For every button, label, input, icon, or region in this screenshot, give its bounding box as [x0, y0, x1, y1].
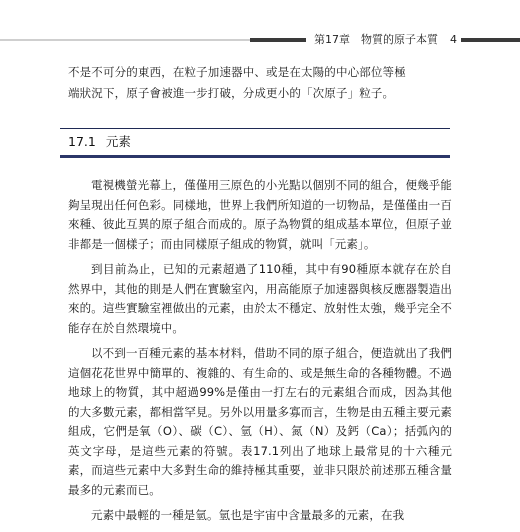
- running-header: [0, 30, 520, 50]
- paragraph: 到目前為止，已知的元素超過了110種，其中有90種原本就存在於自然界中，其他的則是人們在實驗室內，用高能原子加速器與核反應器製造出來的。這些實驗室裡做出的元素，由於太不穩定、放射性太強，幾乎完全不能存在於自然環境中。: [68, 262, 452, 335]
- section-bottom-rule: [60, 155, 450, 158]
- body-text: [68, 176, 452, 532]
- section-title: [60, 129, 450, 155]
- section-number: 17.1: [68, 134, 96, 149]
- paragraph: 以不到一百種元素的基本材料，借助不同的原子組合，便造就出了我們這個花花世界中簡單的、複雜的、有生命的、或是無生命的各種物體。不過地球上的物質，其中超過99%是僅由一打左右的元素組合而成，因為其他的大多數元素，都相當罕見。另外以用量多寡而言，生物是由五種主要元素組成，它們是氧（O）、碳（C）、氫（H）、氮（N）及鈣（Ca）；括弧內的英文字母，是這些元素的符號。表17.1列出了地球上最常見的十六種元素，而這些元素中大多對生命的維持極其重要，並非只限於前述那五種含量最多的元素而已。: [68, 346, 452, 497]
- intro-line: 端狀況下，原子會被進一步打破，分成更小的「次原子」粒子。: [68, 86, 395, 100]
- chapter-label: 第17章: [314, 33, 350, 46]
- page-number: 4: [450, 33, 457, 46]
- section-name: 元素: [105, 134, 131, 149]
- paragraph: 電視機螢光幕上，僅僅用三原色的小光點以個別不同的組合，便幾乎能夠呈現出任何色彩。同樣地，世界上我們所知道的一切物品，是僅僅由一百來種、彼此互異的原子組合而成的。原子為物質的組成基本單位，但原子並非都是一個樣子；而由同樣原子組成的物質，就叫「元素」。: [68, 178, 452, 251]
- chapter-title: 物質的原子本質: [361, 33, 438, 46]
- paragraph: 元素中最輕的一種是氫。氫也是宇宙中含量最多的元素，在我: [91, 508, 405, 522]
- section-heading: [60, 128, 450, 158]
- intro-line: 不是不可分的東西，在粒子加速器中、或是在太陽的中心部位等極: [68, 65, 406, 79]
- header-label: [306, 30, 461, 50]
- intro-text: [68, 62, 448, 104]
